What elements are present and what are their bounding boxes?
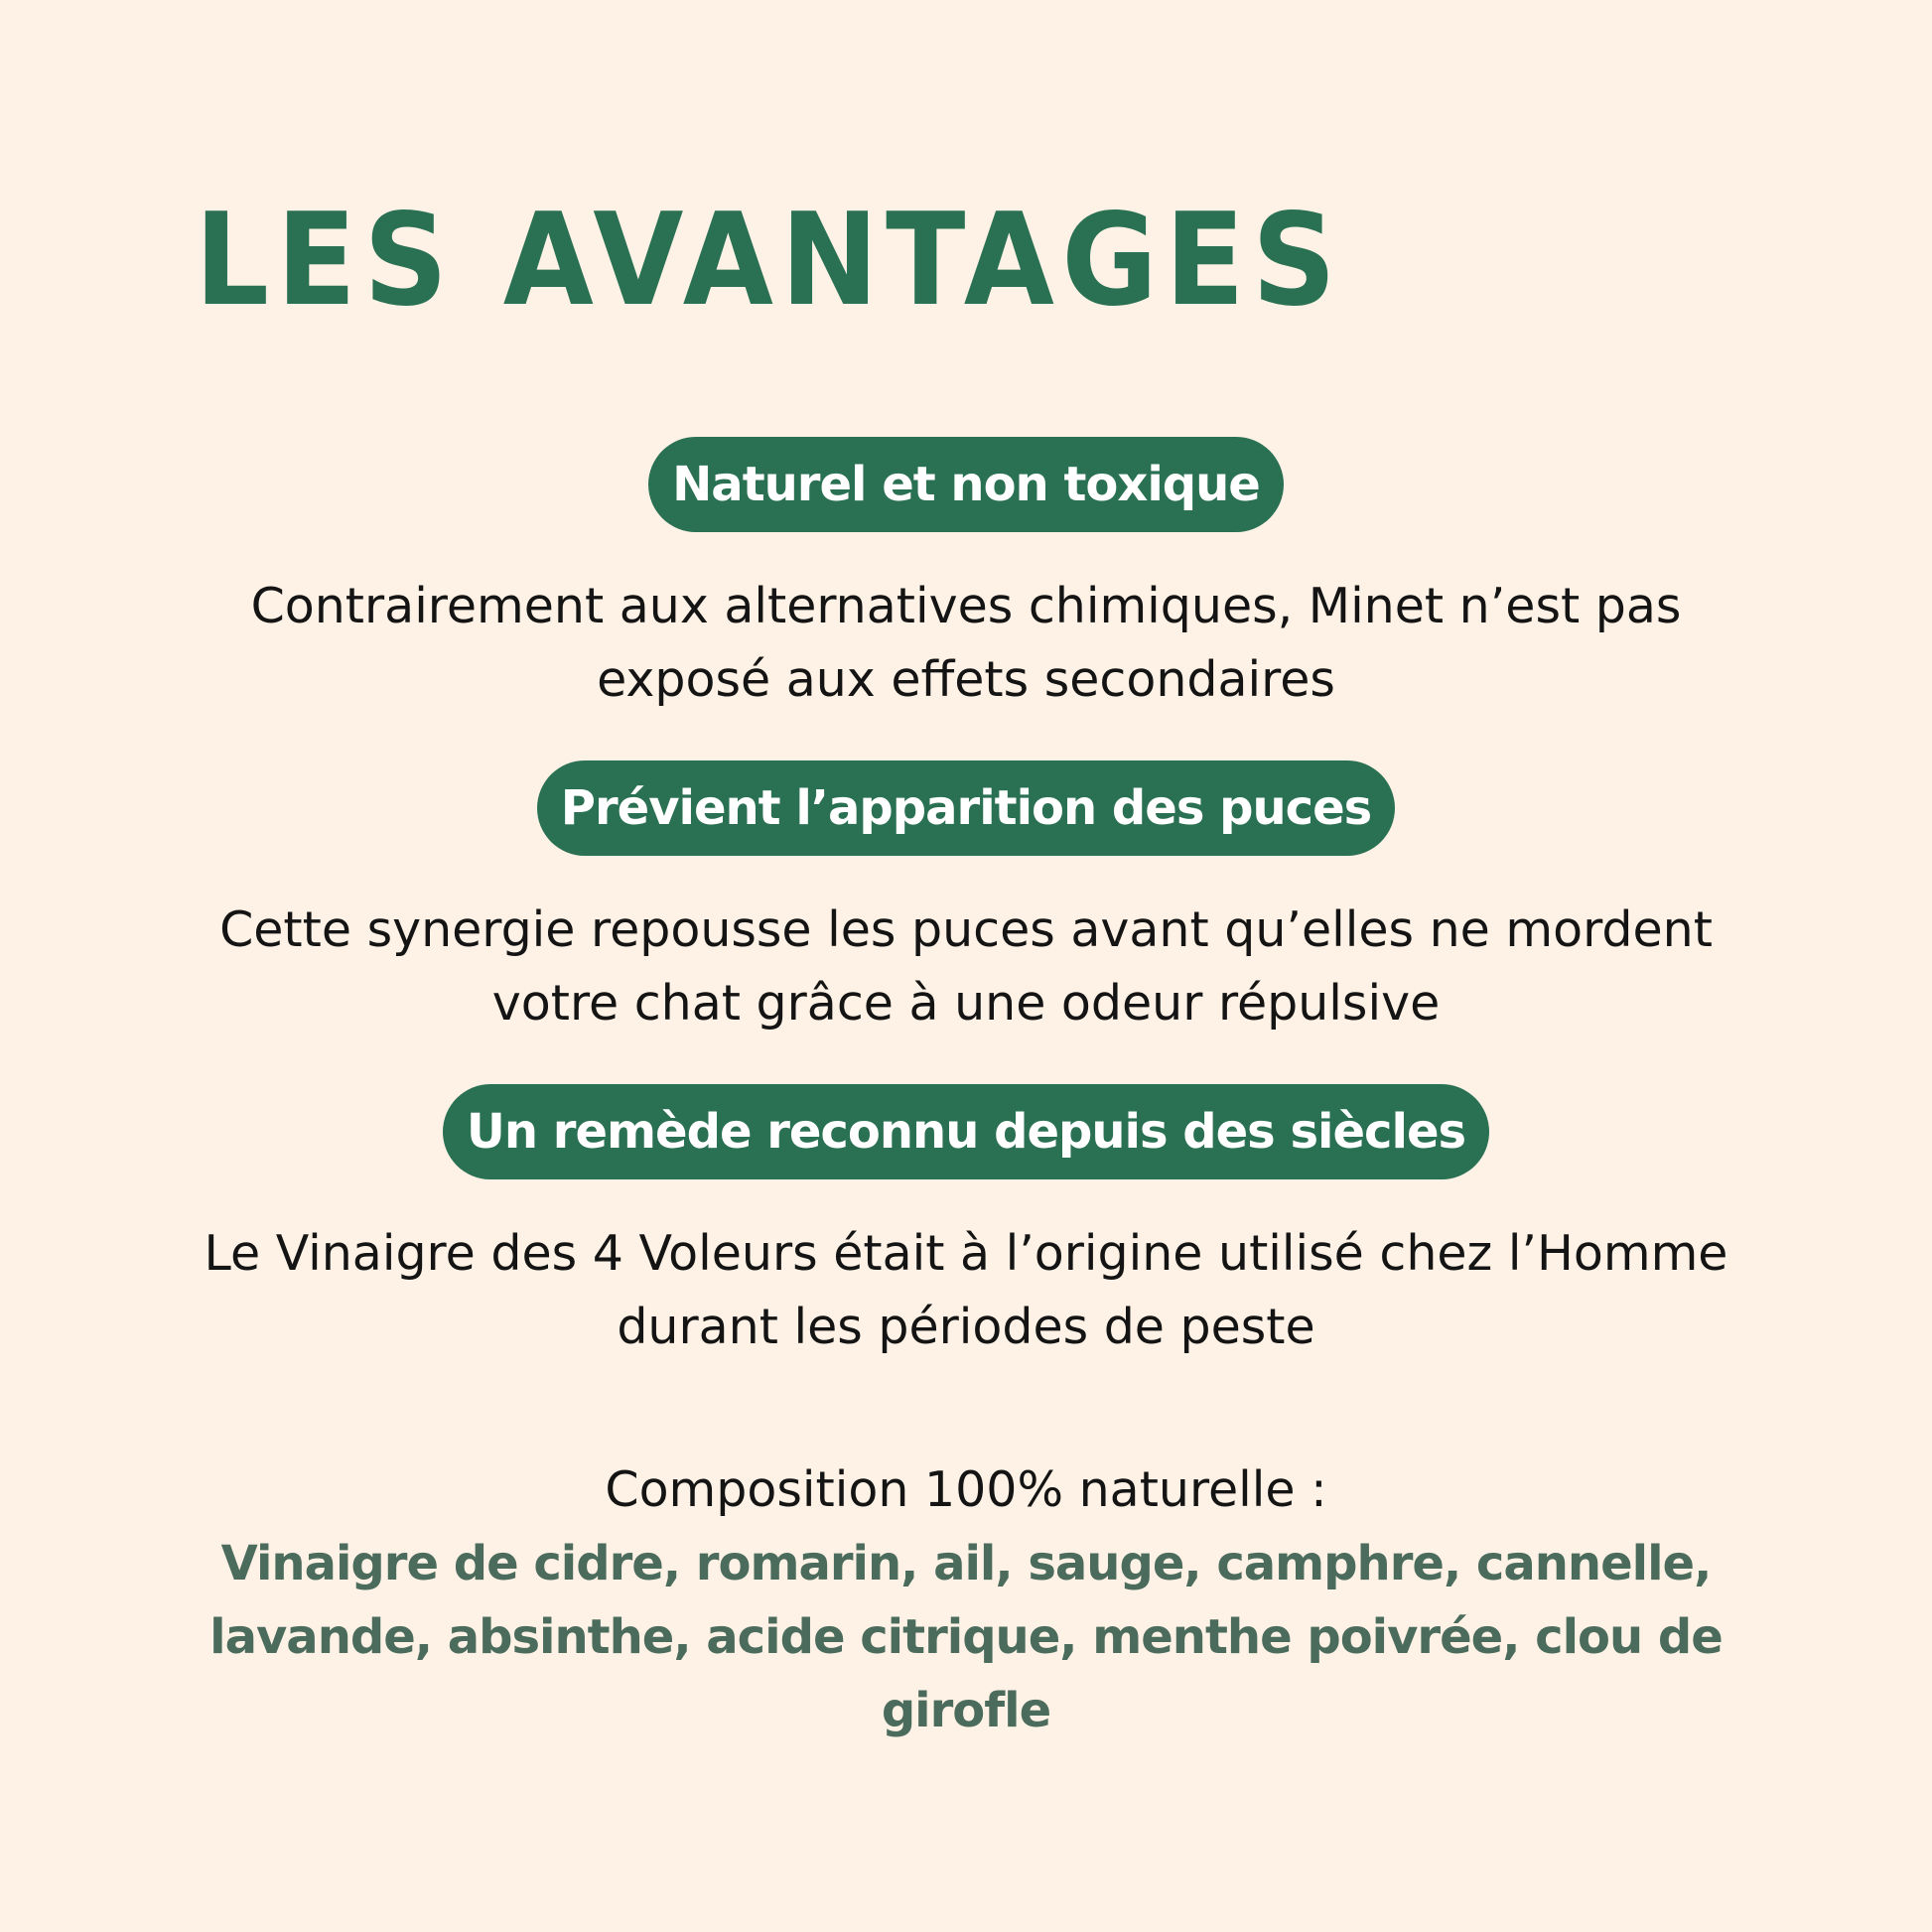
benefit-heading-fleas: Prévient l’apparition des puces: [537, 760, 1395, 856]
composition-label: Composition 100% naturelle :: [605, 1461, 1327, 1518]
benefit-text-remedy: Le Vinaigre des 4 Voleurs était à l’origine utilisé chez l’Homme durant les périodes de peste: [204, 1225, 1728, 1355]
benefit-text-natural: Contrairement aux alternatives chimiques, Minet n’est pas exposé aux effets secondaires: [250, 578, 1682, 708]
benefits-section: [0, 437, 1932, 1747]
benefit-text-fleas: Cette synergie repousse les puces avant qu’elles ne mordent votre chat grâce à une odeur répulsive: [219, 901, 1713, 1032]
page-title: LES AVANTAGES: [195, 187, 1344, 335]
benefit-heading-remedy: Un remède reconnu depuis des siècles: [443, 1084, 1489, 1179]
ingredients-list: Vinaigre de cidre, romarin, ail, sauge, camphre, cannelle, lavande, absinthe, acide citrique, menthe poivrée, clou de girofle: [209, 1536, 1723, 1738]
benefit-heading-natural: Naturel et non toxique: [648, 437, 1284, 532]
